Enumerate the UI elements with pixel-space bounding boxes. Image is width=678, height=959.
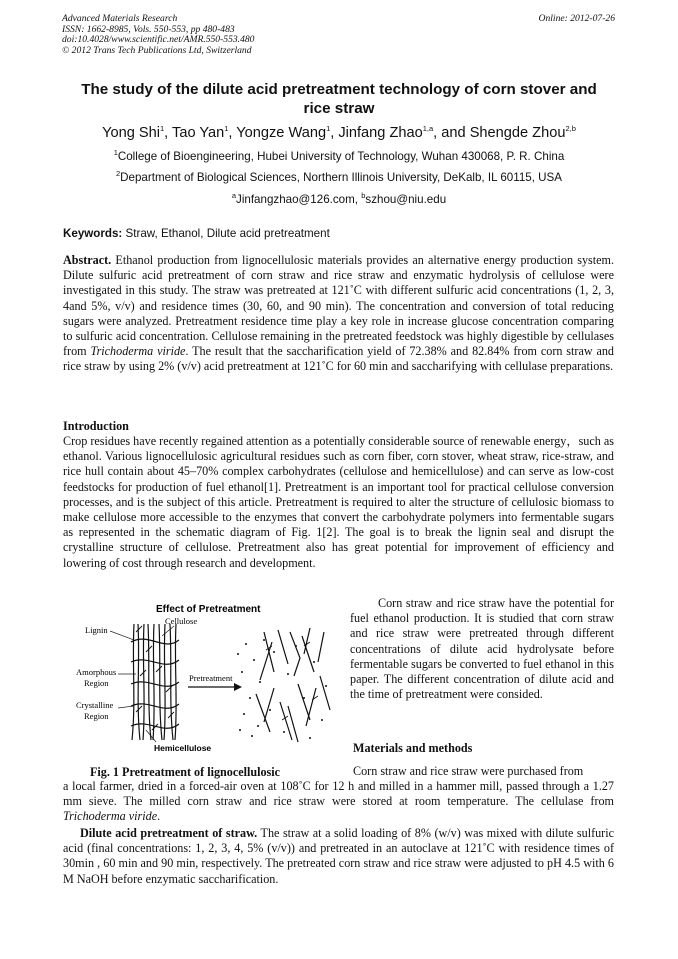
email-sup-b: b [361, 191, 366, 201]
figure-caption: Fig. 1 Pretreatment of lignocellulosic [90, 765, 281, 779]
materials-end: . [157, 809, 161, 824]
materials-species: Trichoderma viride [63, 809, 158, 824]
affiliation-2 [30, 171, 648, 185]
author-sup: 2,b [565, 124, 576, 134]
title-line-1: The study of the dilute acid pretreatment technology of corn stover and [81, 81, 597, 98]
abstract-text-1: Ethanol production from lignocellulosic materials provides an alternative energy production system. Dilute sulfuric acid pretreatment of corn straw and rice straw and enzymatic hydrolysis of cellulose were investigated in this study. The straw was pretreated at 121˚C with different sulfuric acid concentrations (1, 2, 3, 4and 5%, v/v) and residence times (30, 60, and 90 min). The concentration and conversion of total reducing sugars were analyzed. Pretreatment residence time play a key role in increase glucose concentration comparing to sulfuric acid concentration. Cellulose remaining in the pretreated feedstock was highly digestible by cellulases from [63, 253, 614, 359]
online-date: Online: 2012-07-26 [538, 13, 615, 24]
title-line-2: rice straw [303, 100, 375, 117]
disrupted-dots [237, 639, 327, 739]
affiliation-text: Department of Biological Sciences, Northern Illinois University, DeKalb, IL 60115, USA [120, 171, 562, 184]
author-sep: , [330, 125, 339, 141]
materials-line-1: Corn straw and rice straw were purchased from [353, 764, 584, 778]
dilute-label: Dilute acid pretreatment of straw. [80, 826, 258, 840]
label-pretreatment: Pretreatment [189, 673, 233, 683]
materials-text: a local farmer, dried in a forced-air oven at 108˚C for 12 h and milled in a hammer mill, passed through a 1.27 mm sieve. The milled corn straw and rice straw were stored at room temperature. The cellulase from [63, 779, 614, 809]
label-lignin: Lignin [85, 625, 108, 635]
affiliation-text: College of Bioengineering, Hubei University of Technology, Wuhan 430068, P. R. China [117, 150, 565, 163]
issn: ISSN: 1662-8985, Vols. 550-553, pp 480-483 [62, 23, 235, 35]
pretreatment-figure [74, 602, 336, 754]
author-name: Tao Yan [172, 125, 225, 141]
label-crystalline: Crystalline [76, 700, 114, 710]
email-sup-a: a [231, 191, 237, 201]
author-sup: 1 [160, 124, 165, 134]
label-cellulose: Cellulose [165, 616, 198, 626]
dilute-paragraph [63, 826, 614, 887]
label-crystalline-region: Region [84, 711, 109, 721]
keywords [63, 227, 330, 240]
author-name: Shengde Zhou [469, 125, 566, 141]
author-sup: 1 [224, 124, 229, 134]
abstract-text-2: . The result that the saccharification yield of 72.38% and 82.84% from corn straw and rice straw by using 2% (v/v) acid pretreatment at 121˚C for 60 min and saccharifying with cellulase preparations. [63, 344, 615, 374]
author-sep: , [228, 125, 237, 141]
affiliation-sup: 2 [115, 169, 121, 179]
author-sup: 1,a [422, 124, 434, 134]
emails [30, 193, 648, 207]
copyright: © 2012 Trans Tech Publications Ltd, Switzerland [62, 44, 252, 56]
dilute-text: The straw at a solid loading of 8% (w/v) was mixed with dilute sulfuric acid (final concentrations: 1, 2, 3, 4, 5% (v/v)) and pretreated in an autoclave at 121˚C with residence times of 30min , 60 min and 90 min, respectively. The pretreated corn straw and rice straw were adjusted to pH 4.5 with 6 M NaOH before enzymatic saccharification. [63, 826, 614, 886]
abstract-species: Trichoderma viride [90, 344, 186, 359]
paper-title [50, 80, 628, 118]
author-name: Yong Shi [102, 125, 160, 141]
doi: doi:10.4028/www.scientific.net/AMR.550-553.480 [62, 34, 255, 45]
keywords-text: Straw, Ethanol, Dilute acid pretreatment [122, 227, 330, 240]
journal-header [62, 14, 362, 56]
email-b[interactable]: szhou@niu.edu [365, 193, 447, 206]
author-sep: , [164, 125, 173, 141]
abstract [63, 253, 614, 375]
intro-heading: Introduction [63, 419, 129, 433]
broken-fibres [256, 628, 330, 742]
affiliation-sup: 1 [113, 148, 118, 158]
label-hemicellulose: Hemicellulose [154, 743, 212, 753]
side-paragraph [350, 596, 614, 702]
intro-paragraph: Crop residues have recently regained attention as a potentially considerable source of renewable energy，such as ethanol. Various lignocellulosic agricultural residues such as corn fiber, corn stover, wheat straw, rice-straw, and rice hull contain about 45–70% complex carbohydrates (cellulose and hemicellulose) and can serve as low-cost feedstocks for production of fuel ethanol[1]. Pretreatment is an important tool for practical cellulose conversion processes, and is the subject of this article. Pretreatment is required to alter the structure of cellulosic biomass to make cellulose more accessible to the enzymes that convert the carbohydrate polymers into fermentable sugars as represented in the schematic diagram of Fig. 1[2]. The goal is to break the lignin seal and disrupt the crystalline structure of cellulose. Pretreatment also has great potential for improvement of efficiency and lowering of cost through research and development. [63, 434, 614, 570]
label-amorphous-region: Region [84, 678, 109, 688]
pretreatment-arrow-head [234, 683, 242, 691]
author-name: Yongze Wang [236, 125, 327, 141]
author-list [30, 124, 648, 142]
abstract-label: Abstract. [63, 253, 112, 267]
journal-name: Advanced Materials Research [62, 13, 178, 24]
author-name: Jinfang Zhao [338, 125, 423, 141]
side-text: Corn straw and rice straw have the potential for fuel ethanol production. It is studied that corn straw and rice straw were pretreated through different concentrations of dilute acid hydrolysate before fermentable sugars be converted to fuel ethanol in this paper. The different concentration of dilute acid and the time of pretreatment were consided. [350, 596, 614, 702]
figure-title: Effect of Pretreatment [156, 604, 261, 615]
author-sup: 1 [326, 124, 331, 134]
label-amorphous: Amorphous [76, 667, 117, 677]
fibre-bundle [131, 624, 179, 740]
email-a[interactable]: Jinfangzhao@126.com, [236, 193, 362, 206]
author-sep: , and [433, 125, 470, 141]
materials-heading: Materials and methods [353, 741, 473, 755]
affiliation-1 [30, 150, 648, 164]
keywords-label: Keywords: [63, 227, 123, 240]
materials-paragraph [63, 779, 614, 825]
